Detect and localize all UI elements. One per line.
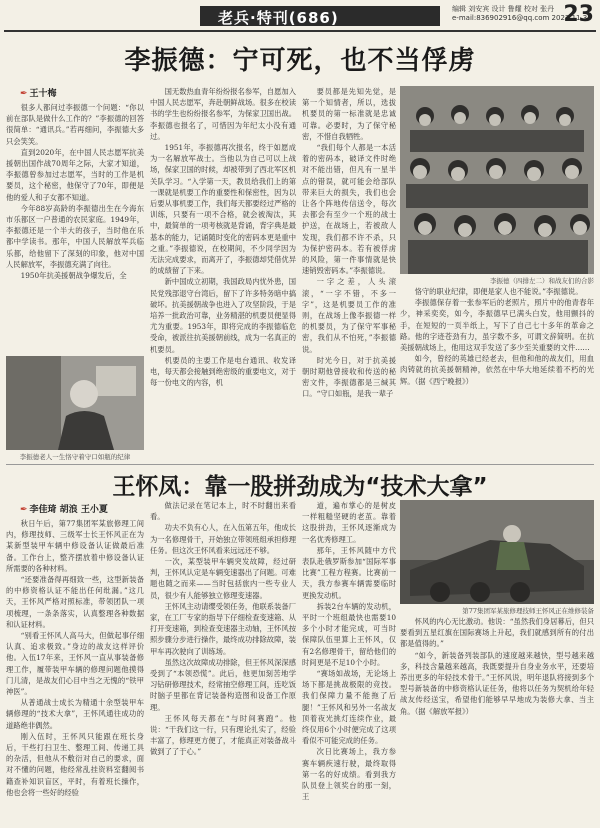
article1-column-4 bbox=[400, 286, 594, 462]
paragraph: 很多人都问过李振德一个问题：“你以前在部队是做什么工作的？”李振德的回答很简单：“通讯兵。”若再细问，李振德大多只会笑笑。 bbox=[6, 103, 144, 146]
paragraph: 那年，王怀风随中方代表队赴俄罗斯参加“国际军事比赛”工程方程赛。比赛前一天，我方参赛车辆需要临时更换发动机。 bbox=[302, 545, 396, 600]
paragraph: “还要准备得再细致一些，这型新装备的中修资格认证不能出任何纰漏。”这几天，王怀风严格对照标准，带领团队一项项梳理，一条条落实，认真整理各种数据和认证材料。 bbox=[6, 575, 144, 629]
page-number: 23 bbox=[563, 2, 594, 27]
paragraph: 拆装2台车辆的发动机，平时一个班组最快也需要10多个小时才能完成，可当时保障队伍里算上王怀风，仅有2名修理骨干，留给他们的时间更是不足10个小时。 bbox=[302, 601, 396, 667]
paragraph: 道，遍布掌心的是树皮一样粗糙坚硬的老茧。靠着这股拼劲，王怀风逐渐成为一名优秀修理工。 bbox=[302, 501, 396, 544]
contact-date: e-mail:836902916@qq.com 2023.11.3 bbox=[452, 14, 588, 22]
paragraph: 时光今日，对于抗美援朝时期他曾接收和传送的秘密文件，李振德都是三缄其口。“守口如瓶，是我一辈子 bbox=[302, 355, 396, 399]
paragraph: 功夫不负有心人，在入伍第五年，他成长为一名修理骨干，开始独立带领班组承担修理任务。但这次王怀风看来远远还不够。 bbox=[150, 523, 296, 555]
article2-photo-mechanic bbox=[400, 500, 594, 604]
paragraph: 要员都是先知先觉，是第一个知情者，所以，选拔机要员的第一标准就是忠诚可靠。必要时，为了保守秘密，不惜自我牺牲。 bbox=[302, 87, 396, 141]
paragraph: 直到2020年，在中国人民志愿军抗美援朝出国作战70周年之际，大家才知道，李振德曾参加过志愿军，当时的工作是机要员，这个秘密，他保守了70年，即便是他的爱人和子女都不知道。 bbox=[6, 147, 144, 202]
paragraph: 从普通战士成长为精通十余型装甲车辆修理的“技术大拿”，王怀风通往成功的道路绝非偶然。 bbox=[6, 698, 144, 730]
article1-photo-group-caption: 李振德（四排左二）和战友们的合影 bbox=[490, 277, 594, 285]
paragraph: 机要员的主要工作是电台通讯、收发译电，每天都会接触到绝密级的重要电文，对于每一份电文的内容，机 bbox=[150, 355, 296, 388]
pen-icon: ✒ bbox=[20, 505, 28, 515]
paragraph: 刚入伍时，王怀风只能跟在班长身后，干些打扫卫生、整理工间、传递工具的杂活，但他从不敷衍对自己的要求，面对不懂的问题，他经常乱挂资料室翻阅书籍查补知识盲区，平时，有着班长操作，他也会将一些好的经验 bbox=[6, 731, 144, 797]
article2-authors: ✒ 李佳琦 胡浪 王小夏 bbox=[20, 505, 108, 515]
pen-icon: ✒ bbox=[20, 89, 28, 99]
article2-headline: 王怀凤：靠一股拼劲成为“技术大拿” bbox=[112, 474, 488, 500]
paragraph: 秋日午后，第77集团军某旅修理工间内，修理技师、三级军士长王怀风正在为某新型装甲车辆中修设备认证做最后准备。工作台上，整齐摆放着中修设备认证所需要的各种材料。 bbox=[6, 519, 144, 573]
paragraph: “如今，新装备列装部队的速度越来越快，型号越来越多，科技含量越来越高，我既要提升自身业务水平，还要培养出更多的年轻技术骨干。”王怀风说，明年退队将接到多个型号新装备的中修资格认证任务，他将以任务为契机给年轻战友传经送宝，希望他们能够早早地成为装修大拿、当主角。（据《解放军报》） bbox=[400, 650, 594, 716]
paragraph: 如今，曾经的英雄已经老去，但他和他的战友们，用血肉铸就的抗美援朝精神，依然在中华大地延续着不朽的光辉。（据《西宁晚报》） bbox=[400, 354, 594, 386]
section-title: 老兵·特刊(686) bbox=[218, 9, 339, 27]
paragraph: 次日比赛场上，我方参赛车辆疾速行驶，最终取得第一名的好成绩。看到我方队员登上领奖台的那一刻，王 bbox=[302, 747, 396, 802]
article2-column-1 bbox=[6, 518, 144, 824]
article1-author: ✒ 王十梅 bbox=[20, 89, 57, 99]
paragraph: 怀风的内心无比激动。他说：“虽然我们身居幕后，但只要看到五星红旗在国际赛场上升起，我们就感到所有的付出都是值得的。” bbox=[400, 617, 594, 649]
paragraph: 1951年，李振德再次报名，终于如愿成为一名解放军战士。当他以为自己可以上战场，保家卫国的时候，却被带到了西北军区机关队学习。“入学第一天，教员给我们上的第一课就是机要工作的重要性和保密性，因为以后要从事机要工作，我们每天都要经过严格的训练，只要有一项不合格，就会被淘汰，其中，最简单的一项考核就是背诵，背字典是最基本的能力，记诵随时变化的密码本更是重中之重。”李振德说，在校期间，不少同学因为无法完成要求，而离开了，李振德却凭借优异的成绩留了下来。 bbox=[150, 143, 296, 276]
paragraph: “别看王怀风人高马大，但做起事仔细认真、追求极致。”身边的战友这样评价他。入伍17年来，王怀风一直从事装备修理工作，履带装甲车辆的修理问题他摸得门儿清，是战友们心目中当之无愧的“铁甲神医”。 bbox=[6, 631, 144, 697]
page-header bbox=[0, 0, 600, 34]
paragraph: 恪守的职业纪律，即便是家人也不能说。”李振德说。 bbox=[414, 287, 583, 296]
mechanic-repair-photo-image bbox=[400, 500, 594, 604]
article1-column-1 bbox=[6, 102, 144, 350]
paragraph: 做法记录在笔记本上，时不时翻出来看看。 bbox=[150, 501, 296, 522]
paragraph: 今年88岁高龄的李振德出生在今海东市乐都区一户普通的农民家庭。1949年，李振德还是一个半大的孩子，当时他在乐都中学读书。那年，中国人民解放军兵临乐都，给他留下了深刻的印象，他对中国人民解放军，李振德充满了向往。 bbox=[6, 203, 144, 269]
paragraph: “赛场如战场，无论场上场下都是挑战极限的竞技。我们保障力量不能拖了后腿！”王怀风和另外一名战友顶着夜光挑灯连续作业，最终仅用6个小时便完成了这项看似不可能完成的任务。 bbox=[302, 669, 396, 746]
paragraph: “我们每个人都是一本活着的密码本，破译文件时绝对不能出错，但凡有一星半点的错误，就可能会给部队带来巨大的损失，我们也会让各个阵地传信送令，每次去都会有至少一个班的战士护送，在战场上，若被敌人发现，我们都不许不杀，只为保护密码本。若有被俘虏的风险，第一件事情就是快速销毁密码本。”李振德说。 bbox=[302, 143, 396, 276]
paragraph: 虽然这次故障成功排除，但王怀风深深感受到了“本领恐慌”。此后，他更加刻苦地学习钻研修理技术，经常抽空修理工间，连吃饭时脑子里都在背记装备构造图和设备工作原理。 bbox=[150, 657, 296, 712]
paragraph: 1950年抗美援朝战争爆发后，全 bbox=[20, 271, 127, 281]
editor-credits: 编辑 刘安宾 设计 鲁耀 校对 张丹 bbox=[452, 5, 555, 13]
paragraph: 王怀风每天都在“与时间赛跑”。他说：“干我们这一行，只有理论扎实了，经验丰富了，修理更方便了，才能真正对装备战斗做到了了于心。” bbox=[150, 713, 296, 757]
paragraph: 李振德保存着一张参军后的老照片，照片中的他青春年少，神采奕奕，如今，李振德早已满头白发，他用颤抖的手，在短短的一页半纸上，写下了自己七十多年的革命之路。他的字迹苍劲有力，虽字数不多，可谓文辞简明。在抗美援朝战场上，他用这双手发送了多少至关重要的文件…… bbox=[400, 298, 594, 353]
paragraph: 王怀风主动请缨受领任务，他联系装备厂家，在工厂专家的指导下仔细检查变速箱、从打开变速箱，到检查变速器主动轴，王怀风按照步骤分步进行操作，最终成功排除故障，装甲车再次驶向了训练场。 bbox=[150, 601, 296, 656]
article2-column-3 bbox=[302, 500, 396, 824]
paragraph: 一字之差，人头滚滚，“一字不错，不多一字”，这是机要员工作的准则，在战场上像李振德一样的机要员，为了保守军事秘密，我们从不怕死，”李振德说。 bbox=[302, 277, 396, 354]
article1-column-2 bbox=[150, 86, 296, 462]
article-divider bbox=[6, 464, 594, 465]
paragraph: 国无数热血青年纷纷报名参军，自愿加入中国人民志愿军，奔赴朝鲜战场。很多在校读书的学生也纷纷报名参军，为保家卫国出战。李振德也报名了，可惜因为年纪太小没有通过。 bbox=[150, 87, 296, 141]
paragraph: 一次，某型装甲车辆突发故障，经过研判，王怀风认定是车辆变速器出了问题。可难题也随之而来——当时包括旅内一些专业人员，很少有人能够独立修理变速器。 bbox=[150, 557, 296, 600]
article1-photo-elder-caption: 李振德老人一生恪守着守口如瓶的纪律 bbox=[19, 453, 131, 461]
article1-photo-group bbox=[400, 86, 594, 274]
article2-column-4 bbox=[400, 616, 594, 824]
paragraph: 新中国成立初期，我国政局内忧外患，国民党残部退守台湾后，留下了许多特务暗中搞破坏。抗美援朝战争也进入了攻坚阶段，于是培养一批政治可靠，业务精湛的机要员便显得尤为重要。1953年，即将完成的李振德临危受命，被派往抗美援朝前线，成为一名真正的机要员。 bbox=[150, 277, 296, 354]
article1-headline: 李振德：宁可死，也不当俘虏 bbox=[124, 46, 476, 76]
article2-photo-mechanic-caption: 第77集团军某旅修理技师王怀风正在维修装备 bbox=[462, 607, 594, 615]
article2-column-2 bbox=[150, 500, 296, 824]
article1-column-3 bbox=[302, 86, 396, 462]
header-rule bbox=[4, 30, 596, 32]
elder-portrait-image bbox=[6, 356, 144, 450]
article1-photo-elder bbox=[6, 356, 144, 450]
soldiers-group-photo-image bbox=[400, 86, 594, 274]
